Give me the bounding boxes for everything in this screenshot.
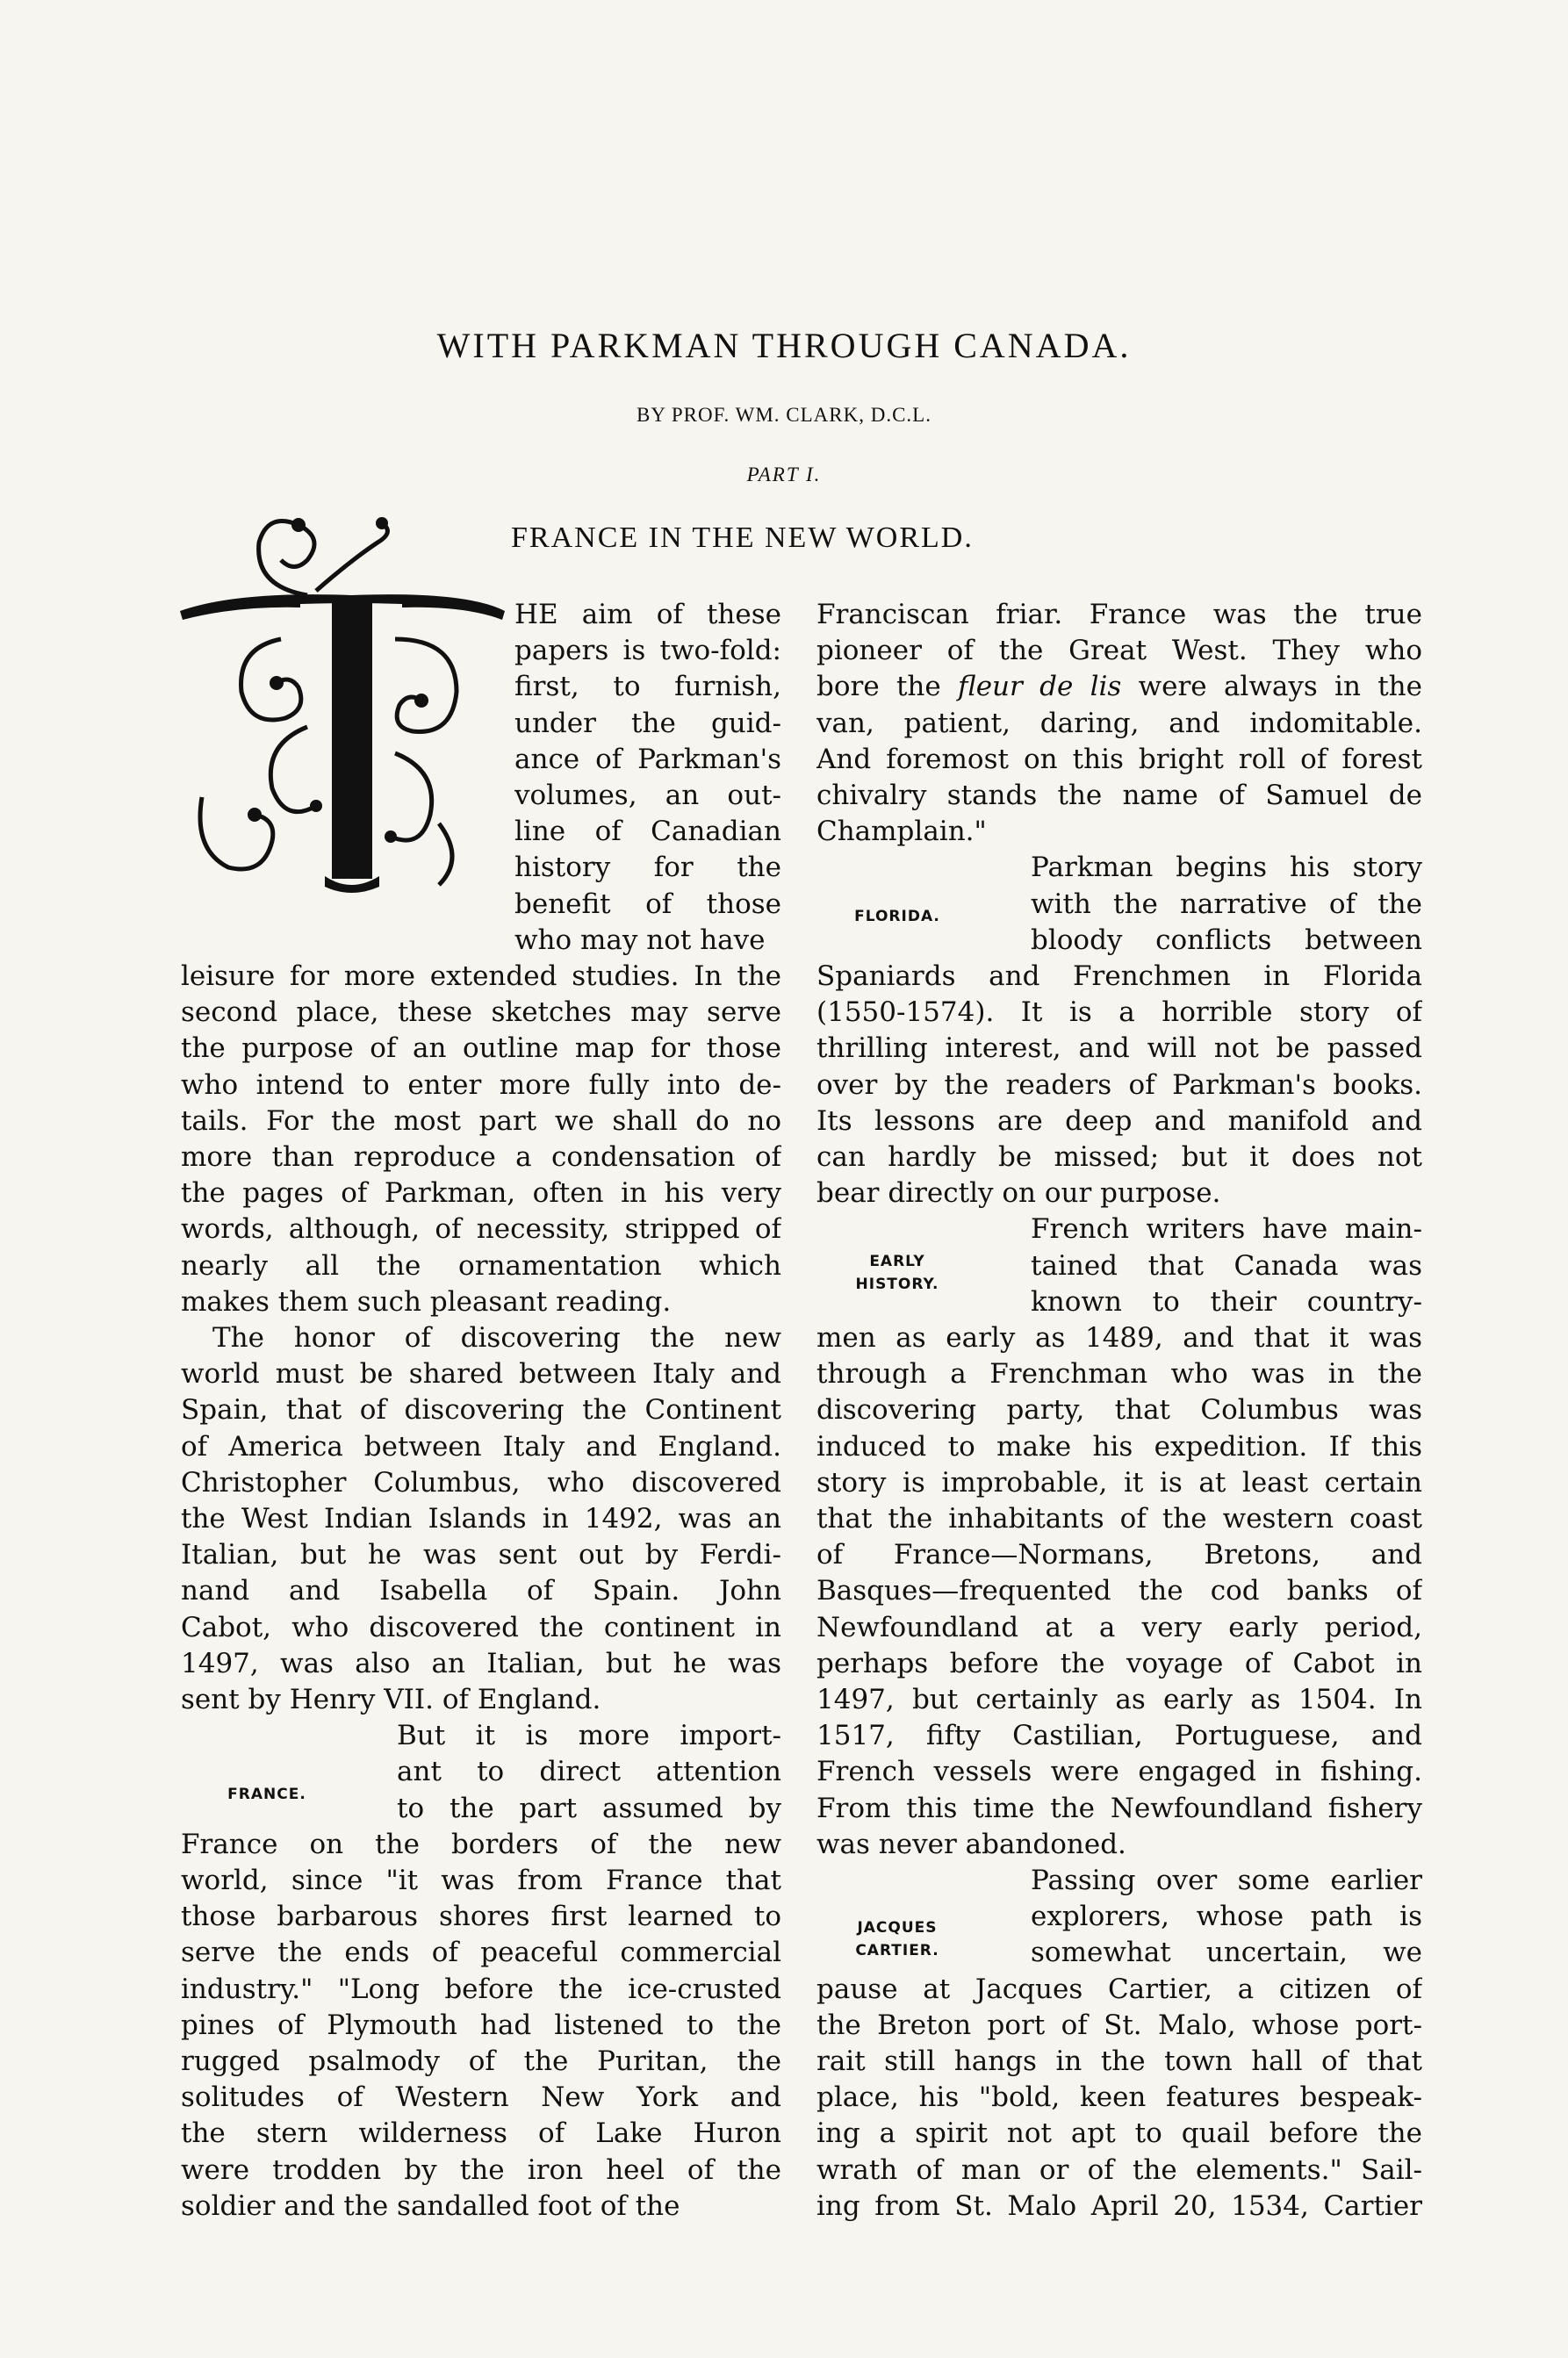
text-line: that the inhabitants of the western coast bbox=[816, 1503, 1422, 1535]
text-line: place, his "bold, keen features bespeak- bbox=[816, 2081, 1422, 2114]
text-line: with the narrative of the bbox=[1031, 888, 1422, 920]
text-line: more than reproduce a condensation of bbox=[181, 1141, 781, 1173]
text-line: tails. For the most part we shall do no bbox=[181, 1104, 781, 1137]
text-line: (1550-1574). It is a horrible story of bbox=[816, 996, 1422, 1029]
text-line: line of Canadian bbox=[514, 816, 781, 848]
text-line: words, although, of necessity, stripped of bbox=[181, 1213, 781, 1246]
article-title: WITH PARKMAN THROUGH CANADA. bbox=[436, 326, 1132, 365]
text-line: induced to make his expedition. If this bbox=[816, 1430, 1422, 1463]
text-line: Newfoundland at a very early period, bbox=[816, 1611, 1422, 1643]
text-line: solitudes of Western New York and bbox=[181, 2081, 781, 2114]
text-line: France on the borders of the new bbox=[181, 1828, 781, 1860]
text-line: those barbarous shores first learned to bbox=[181, 1901, 781, 1933]
text-line: French writers have main- bbox=[1031, 1213, 1422, 1246]
text-line: known to their country- bbox=[1031, 1285, 1422, 1318]
text-line: French vessels were engaged in fishing. bbox=[816, 1756, 1422, 1788]
marginal-heading-early-history bbox=[845, 1250, 950, 1296]
text-line: the West Indian Islands in 1492, was an bbox=[181, 1503, 781, 1535]
text-line: world must be shared between Italy and bbox=[181, 1358, 781, 1391]
text-line: ance of Parkman's bbox=[514, 743, 781, 775]
marginal-heading-france: FRANCE. bbox=[227, 1786, 306, 1803]
marginal-heading-early: EARLY bbox=[869, 1253, 925, 1270]
text-line: pause at Jacques Cartier, a citizen of bbox=[816, 1973, 1422, 2005]
text-line: of America between Italy and England. bbox=[181, 1430, 781, 1463]
text-line: Italian, but he was sent out by Ferdi- bbox=[181, 1539, 781, 1571]
text-line: over by the readers of Parkman's books. bbox=[816, 1068, 1422, 1101]
text-line: discovering party, that Columbus was bbox=[816, 1394, 1422, 1427]
italic-phrase: fleur de lis bbox=[958, 671, 1122, 703]
text-line: Christopher Columbus, who discovered bbox=[181, 1466, 781, 1499]
marginal-heading-florida: FLORIDA. bbox=[854, 908, 940, 925]
marginal-heading-jacques: JACQUES bbox=[857, 1919, 938, 1937]
text-line: who may not have bbox=[514, 924, 766, 956]
text-line: HE aim of these bbox=[514, 599, 781, 630]
text-line: papers is two-fold: bbox=[514, 635, 781, 667]
text-line: rait still hangs in the town hall of that bbox=[816, 2045, 1422, 2077]
text-line: was never abandoned. bbox=[816, 1828, 1126, 1860]
text-line: makes them such pleasant reading. bbox=[181, 1285, 672, 1318]
text-line: 1497, but certainly as early as 1504. In bbox=[816, 1684, 1422, 1715]
text-line: can hardly be missed; but it does not bbox=[816, 1141, 1422, 1173]
text-line: Franciscan friar. France was the true bbox=[816, 599, 1422, 630]
marginal-heading-history: HISTORY. bbox=[855, 1276, 939, 1293]
text-line: perhaps before the voyage of Cabot in bbox=[816, 1647, 1422, 1679]
text-line: the purpose of an outline map for those bbox=[181, 1032, 781, 1065]
text-line: thrilling interest, and will not be passed bbox=[816, 1032, 1422, 1065]
text-line: under the guid- bbox=[514, 707, 781, 739]
text-line: nearly all the ornamentation which bbox=[181, 1249, 781, 1282]
text-line: ing from St. Malo April 20, 1534, Cartier bbox=[816, 2189, 1422, 2222]
text-line: benefit of those bbox=[514, 888, 781, 920]
text-line: tained that Canada was bbox=[1031, 1249, 1422, 1282]
text-line: story is improbable, it is at least certain bbox=[816, 1466, 1422, 1499]
text-line: But it is more import- bbox=[397, 1720, 781, 1752]
text-line: world, since "it was from France that bbox=[181, 1865, 781, 1896]
text-line: men as early as 1489, and that it was bbox=[816, 1322, 1422, 1354]
text-line: Champlain." bbox=[816, 816, 987, 848]
text-line: soldier and the sandalled foot of the bbox=[181, 2189, 680, 2222]
text-line: pines of Plymouth had listened to the bbox=[181, 2009, 781, 2041]
text-line: pioneer of the Great West. They who bbox=[816, 635, 1422, 667]
text-line: Basques—frequented the cod banks of bbox=[816, 1575, 1422, 1607]
text-line: Spain, that of discovering the Continent bbox=[181, 1394, 781, 1427]
marginal-heading-cartier: CARTIER. bbox=[855, 1942, 939, 1959]
text-line: bear directly on our purpose. bbox=[816, 1177, 1221, 1210]
text-line: ant to direct attention bbox=[397, 1756, 781, 1788]
text-line: nand and Isabella of Spain. John bbox=[181, 1575, 781, 1607]
text-line: history for the bbox=[514, 852, 781, 884]
text-line: From this time the Newfoundland fishery bbox=[816, 1792, 1422, 1824]
text-line: Cabot, who discovered the continent in bbox=[181, 1611, 781, 1643]
text-line: who intend to enter more fully into de- bbox=[181, 1068, 781, 1101]
text-line: Its lessons are deep and manifold and bbox=[816, 1104, 1422, 1137]
text-line: the pages of Parkman, often in his very bbox=[181, 1177, 781, 1210]
marginal-heading-jacques-cartier bbox=[845, 1916, 950, 1962]
text-line: ing a spirit not apt to quail before the bbox=[816, 2117, 1422, 2150]
text-line: to the part assumed by bbox=[397, 1792, 781, 1824]
text-line: 1517, fifty Castilian, Portuguese, and bbox=[816, 1720, 1422, 1752]
text-line: leisure for more extended studies. In the bbox=[181, 960, 781, 992]
text-line: sent by Henry VII. of England. bbox=[181, 1684, 601, 1715]
text-line: Passing over some earlier bbox=[1031, 1865, 1422, 1896]
text-line: second place, these sketches may serve bbox=[181, 996, 781, 1029]
text-line: industry." "Long before the ice-crusted bbox=[181, 1973, 781, 2005]
text-line: serve the ends of peaceful commercial bbox=[181, 1937, 781, 1969]
text-line: somewhat uncertain, we bbox=[1031, 1937, 1422, 1969]
section-subtitle: FRANCE IN THE NEW WORLD. bbox=[511, 521, 974, 554]
byline: BY PROF. WM. CLARK, D.C.L. bbox=[637, 404, 931, 426]
text-line: the Breton port of St. Malo, whose port- bbox=[816, 2009, 1422, 2041]
text-line: of France—Normans, Bretons, and bbox=[816, 1539, 1422, 1571]
text-line: explorers, whose path is bbox=[1031, 1901, 1422, 1933]
text-line: bloody conflicts between bbox=[1031, 924, 1422, 956]
text-line: were trodden by the iron heel of the bbox=[181, 2153, 781, 2186]
text-line: bore the fleur de lis were always in the bbox=[816, 671, 1422, 703]
text-line: through a Frenchman who was in the bbox=[816, 1358, 1422, 1391]
text-line: rugged psalmody of the Puritan, the bbox=[181, 2045, 781, 2077]
part-label: PART I. bbox=[746, 464, 822, 485]
ornamental-dropcap-t bbox=[176, 507, 509, 902]
text-line: The honor of discovering the new bbox=[212, 1322, 781, 1354]
text-line: the stern wilderness of Lake Huron bbox=[181, 2117, 781, 2150]
text-line: 1497, was also an Italian, but he was bbox=[181, 1647, 781, 1679]
text-line: van, patient, daring, and indomitable. bbox=[816, 707, 1422, 739]
text-line: chivalry stands the name of Samuel de bbox=[816, 780, 1422, 811]
text-line: volumes, an out- bbox=[514, 780, 781, 811]
text-line: first, to furnish, bbox=[514, 671, 781, 703]
text-line: And foremost on this bright roll of forest bbox=[816, 743, 1422, 775]
text-line: wrath of man or of the elements." Sail- bbox=[816, 2153, 1422, 2186]
text-line: Parkman begins his story bbox=[1031, 852, 1422, 884]
text-line: Spaniards and Frenchmen in Florida bbox=[816, 960, 1422, 992]
